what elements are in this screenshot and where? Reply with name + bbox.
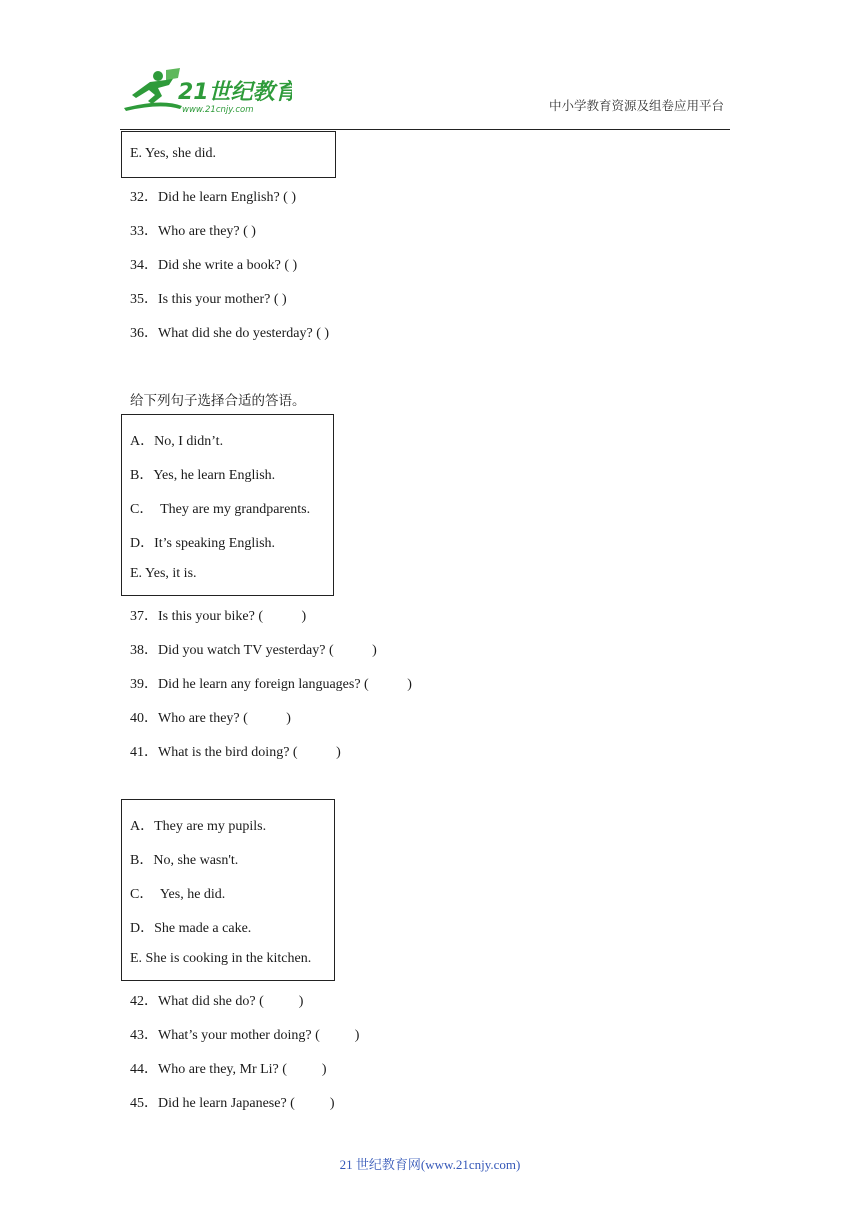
option-d: D．She made a cake. bbox=[130, 921, 252, 936]
question-34: 34．Did she write a book? ( ) bbox=[130, 258, 298, 273]
question-38: 38．Did you watch TV yesterday? ( ) bbox=[130, 643, 377, 658]
option-e: E. Yes, it is. bbox=[130, 566, 197, 581]
question-36: 36．What did she do yesterday? ( ) bbox=[130, 326, 330, 341]
option-c: C． Yes, he did. bbox=[130, 887, 226, 902]
header-title: 中小学教育资源及组卷应用平台 bbox=[549, 98, 725, 113]
logo-url: www.21cnjy.com bbox=[182, 105, 254, 115]
option-b: B．Yes, he learn English. bbox=[130, 468, 276, 483]
option-c: C． They are my grandparents. bbox=[130, 502, 311, 517]
question-45: 45．Did he learn Japanese? ( ) bbox=[130, 1096, 335, 1111]
question-33: 33．Who are they? ( ) bbox=[130, 224, 256, 239]
site-logo bbox=[122, 68, 292, 116]
question-32: 32．Did he learn English? ( ) bbox=[130, 190, 297, 205]
question-41: 41．What is the bird doing? ( ) bbox=[130, 745, 341, 760]
footer-link[interactable]: 21 世纪教育网(www.21cnjy.com) bbox=[339, 1157, 521, 1172]
question-42: 42．What did she do? ( ) bbox=[130, 994, 304, 1009]
option-d: D．It’s speaking English. bbox=[130, 536, 276, 551]
question-40: 40．Who are they? ( ) bbox=[130, 711, 291, 726]
header-divider bbox=[120, 129, 730, 130]
question-43: 43．What’s your mother doing? ( ) bbox=[130, 1028, 360, 1043]
question-39: 39．Did he learn any foreign languages? ( ) bbox=[130, 677, 412, 692]
instruction: 给下列句子选择合适的答语。 bbox=[130, 393, 306, 409]
option-a: A．No, I didn’t. bbox=[130, 434, 224, 449]
question-35: 35．Is this your mother? ( ) bbox=[130, 292, 287, 307]
option-a: A．They are my pupils. bbox=[130, 819, 267, 834]
flag-icon bbox=[166, 68, 180, 80]
logo-text: 21世纪教育 bbox=[178, 80, 292, 105]
option-b: B．No, she wasn't. bbox=[130, 853, 239, 868]
question-44: 44．Who are they, Mr Li? ( ) bbox=[130, 1062, 327, 1077]
question-37: 37．Is this your bike? ( ) bbox=[130, 609, 307, 624]
option-line: E. Yes, she did. bbox=[130, 146, 216, 161]
option-e: E. She is cooking in the kitchen. bbox=[130, 951, 312, 966]
